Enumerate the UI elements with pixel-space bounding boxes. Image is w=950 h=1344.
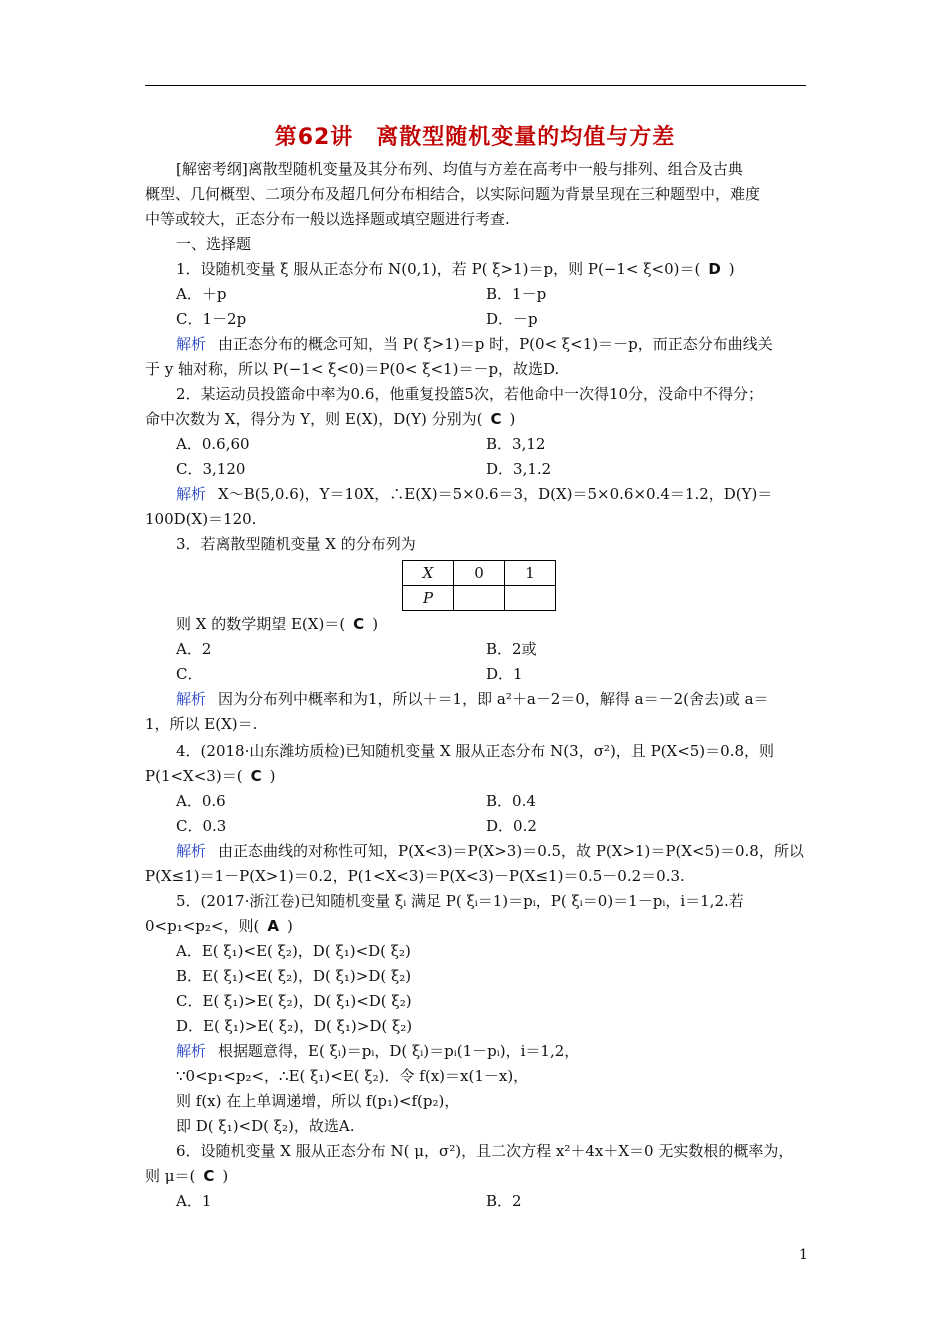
table-cell — [505, 586, 556, 611]
question-3-stem-2: 则 X 的数学期望 E(X)＝( C ) — [176, 615, 379, 633]
q5-option-d: D．E( ξ₁)>E( ξ₂)，D( ξ₁)>D( ξ₂) — [176, 1017, 413, 1035]
section-heading: 一、选择题 — [176, 235, 252, 253]
q5-solution-line-4: 即 D( ξ₁)<D( ξ₂)，故选A. — [176, 1117, 355, 1135]
solution-label: 解析 — [176, 842, 207, 860]
q6-option-a: A．1 — [176, 1192, 212, 1210]
q1-option-d: D．－p — [486, 310, 538, 328]
q3-option-d: D．1 — [486, 665, 523, 683]
table-cell: 1 — [505, 561, 556, 586]
solution-label: 解析 — [176, 335, 207, 353]
q2-solution-line-1: 解析 X～B(5,0.6)，Y＝10X，∴E(X)＝5×0.6＝3，D(X)＝5×0.6×0.4＝1.2，D(Y)＝ — [176, 485, 773, 503]
q3-option-b: B．2或 — [486, 640, 537, 658]
q4-option-d: D．0.2 — [486, 817, 537, 835]
question-4-stem-1: 4．(2018·山东潍坊质检)已知随机变量 X 服从正态分布 N(3，σ²)，且 P(X<5)＝0.8，则 — [176, 742, 775, 760]
q4-option-c: C．0.3 — [176, 817, 227, 835]
q5-option-b: B．E( ξ₁)<E( ξ₂)，D( ξ₁)>D( ξ₂) — [176, 967, 412, 985]
q5-option-c: C．E( ξ₁)>E( ξ₂)，D( ξ₁)<D( ξ₂) — [176, 992, 412, 1010]
page-title: 第62讲 离散型随机变量的均值与方差 — [274, 125, 676, 150]
question-6-stem-1: 6．设随机变量 X 服从正态分布 N( μ，σ²)，且二次方程 x²＋4x＋X＝0 无实数根的概率为， — [176, 1142, 794, 1160]
question-6-stem-2: 则 μ＝( C ) — [145, 1167, 229, 1185]
table-row — [403, 561, 556, 586]
question-3-answer: C — [353, 615, 365, 633]
question-2-stem-2: 命中次数为 X，得分为 Y，则 E(X)，D(Y) 分别为( C ) — [145, 410, 516, 428]
q2-option-b: B．3,12 — [486, 435, 546, 453]
intro-line-3: 中等或较大，正态分布一般以选择题或填空题进行考查. — [145, 210, 510, 228]
q1-solution-line-2: 于 y 轴对称，所以 P(−1< ξ<0)＝P(0< ξ<1)＝－p，故选D. — [145, 360, 560, 378]
question-5-stem-1: 5．(2017·浙江卷)已知随机变量 ξᵢ 满足 P( ξᵢ＝1)＝pᵢ，P( ξᵢ＝0)＝1－pᵢ，i＝1,2.若 — [176, 892, 744, 910]
distribution-table — [402, 560, 556, 611]
table-cell: 0 — [454, 561, 505, 586]
q1-option-a: A．＋p — [176, 285, 227, 303]
q1-option-b: B．1－p — [486, 285, 547, 303]
question-1-stem: 1．设随机变量 ξ 服从正态分布 N(0,1)，若 P( ξ>1)＝p，则 P(−1< ξ<0)＝( D ) — [176, 260, 735, 278]
q2-option-c: C．3,120 — [176, 460, 246, 478]
q4-solution-line-2: P(X≤1)＝1－P(X>1)＝0.2，P(1<X<3)＝P(X<3)－P(X≤1)＝0.5－0.2＝0.3. — [145, 867, 685, 885]
question-6-answer: C — [203, 1167, 215, 1185]
q2-solution-line-2: 100D(X)＝120. — [145, 510, 257, 528]
question-5-stem-2: 0<p₁<p₂<，则( A ) — [145, 917, 293, 935]
solution-label: 解析 — [176, 690, 207, 708]
question-1-answer: D — [708, 260, 721, 278]
solution-label: 解析 — [176, 1042, 207, 1060]
q6-option-b: B．2 — [486, 1192, 522, 1210]
q4-option-a: A．0.6 — [176, 792, 226, 810]
question-3-stem: 3．若离散型随机变量 X 的分布列为 — [176, 535, 416, 553]
q4-option-b: B．0.4 — [486, 792, 536, 810]
q3-option-c: C． — [176, 665, 203, 683]
q1-option-c: C．1－2p — [176, 310, 247, 328]
q5-solution-line-2: ∵0<p₁<p₂<，∴E( ξ₁)<E( ξ₂)．令 f(x)＝x(1－x)， — [176, 1067, 529, 1085]
table-row — [403, 586, 556, 611]
question-4-stem-2: P(1<X<3)＝( C ) — [145, 767, 276, 785]
page-number: 1 — [799, 1247, 808, 1263]
q4-solution-line-1: 解析 由正态曲线的对称性可知，P(X<3)＝P(X>3)＝0.5，故 P(X>1)＝P(X<5)＝0.8，所以 — [176, 842, 804, 860]
q5-solution-line-3: 则 f(x) 在上单调递增，所以 f(p₁)<f(p₂)， — [176, 1092, 460, 1110]
question-5-answer: A — [267, 917, 279, 935]
intro-line-1: [解密考纲]离散型随机变量及其分布列、均值与方差在高考中一般与排列、组合及古典 — [176, 160, 743, 178]
question-2-answer: C — [490, 410, 502, 428]
header-rule — [145, 85, 806, 86]
question-4-answer: C — [250, 767, 262, 785]
q5-solution-line-1: 解析 根据题意得，E( ξᵢ)＝pᵢ，D( ξᵢ)＝pᵢ(1－pᵢ)，i＝1,2， — [176, 1042, 580, 1060]
table-cell: X — [403, 561, 454, 586]
q3-option-a: A．2 — [176, 640, 212, 658]
intro-line-2: 概型、几何概型、二项分布及超几何分布相结合，以实际问题为背景呈现在三种题型中，难度 — [145, 185, 761, 203]
table-cell — [454, 586, 505, 611]
q2-option-d: D．3,1.2 — [486, 460, 552, 478]
q5-option-a: A．E( ξ₁)<E( ξ₂)，D( ξ₁)<D( ξ₂) — [176, 942, 411, 960]
table-cell: P — [403, 586, 454, 611]
q2-option-a: A．0.6,60 — [176, 435, 250, 453]
question-2-stem-1: 2．某运动员投篮命中率为0.6，他重复投篮5次，若他命中一次得10分，没命中不得分； — [176, 385, 764, 403]
q3-solution-line-1: 解析 因为分布列中概率和为1，所以＋＝1，即 a²＋a－2＝0，解得 a＝－2(舍去)或 a＝ — [176, 690, 769, 708]
solution-label: 解析 — [176, 485, 207, 503]
q3-solution-line-2: 1，所以 E(X)＝. — [145, 715, 258, 733]
q1-solution-line-1: 解析 由正态分布的概念可知，当 P( ξ>1)＝p 时，P(0< ξ<1)＝－p，而正态分布曲线关 — [176, 335, 773, 353]
